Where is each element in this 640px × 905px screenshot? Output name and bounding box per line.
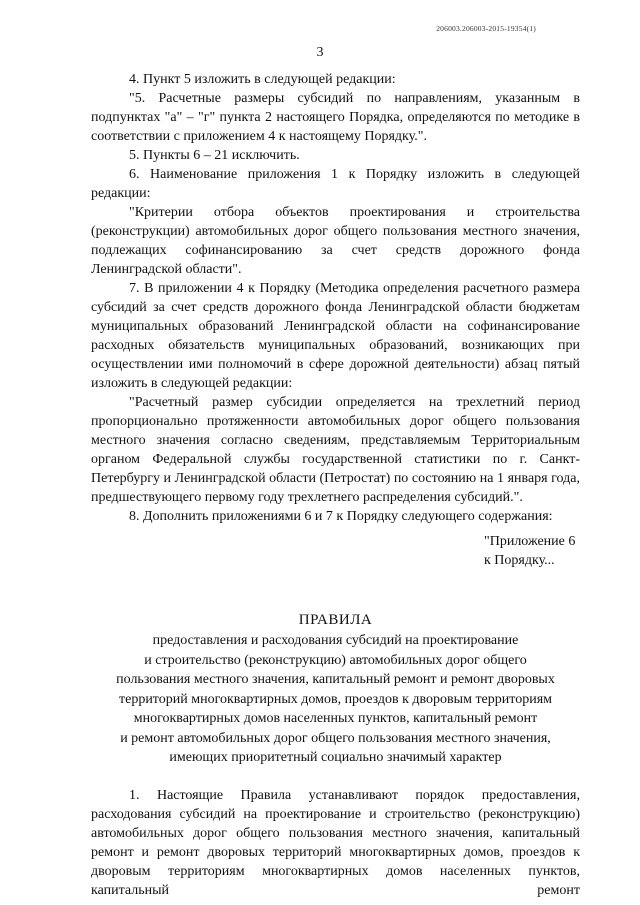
paragraph-item-8: 8. Дополнить приложениями 6 и 7 к Порядку следующего содержания: [129,509,553,524]
rules-subtitle-line: территорий многоквартирных домов, проездов к дворовым территориям [118,691,552,707]
document-body [91,70,580,900]
appendix-reference-line-2: к Порядку... [484,553,555,568]
paragraph-item-5: 5. Пункты 6 – 21 исключить. [129,148,300,163]
paragraph-item-7-text: "Расчетный размер субсидии определяется на трехлетний период пропорционально протяженности автомобильных дорог общего пользования местного значения согласно сведениям, представляемым Территориальным органом Федеральной службы государственной статистики по г. Санкт-Петербургу и Ленинградской области (Петростат) по состоянию на 1 января года, предшествующего первому году трехлетнего распределения субсидий.". [91,395,580,505]
rules-subtitle-line: имеющих приоритетный социально значимый характер [169,750,502,765]
appendix-reference [91,532,580,570]
paragraph-item-6-text: "Критерии отбора объектов проектирования и строительства (реконструкции) автомобильных дорог общего пользования местного значения, подлежащих софинансированию за счет средств дорожного фонда Ленинградской области". [91,205,580,277]
paragraph-item-7: 7. В приложении 4 к Порядку (Методика определения расчетного размера субсидий за счет средств дорожного фонда Ленинградской области бюджетам муниципальных образований Ленинградской области на софинансирование расходных обязательств муниципальных образований, возникающих при осуществлении ими полномочий в сфере дорожной деятельности) абзац пятый изложить в следующей редакции: [91,281,580,391]
rules-subtitle [91,631,580,768]
paragraph-item-6: 6. Наименование приложения 1 к Порядку изложить в следующей редакции: [91,167,580,201]
appendix-reference-line-1: "Приложение 6 [484,534,576,549]
rules-subtitle-line: предоставления и расходования субсидий на проектирование [152,633,519,648]
paragraph-item-5-text: "5. Расчетные размеры субсидий по направлениям, указанным в подпунктах "а" – "г" пункта 2 настоящего Порядка, определяются по методике в соответствии с приложением 4 к настоящему Порядку.". [91,91,580,144]
rules-subtitle-line: и строительство (реконструкцию) автомобильных дорог общего [144,652,527,668]
rules-subtitle-line: многоквартирных домов населенных пунктов, капитальный ремонт [133,711,538,726]
rules-title: ПРАВИЛА [298,612,373,628]
paragraph-item-4: 4. Пункт 5 изложить в следующей редакции: [129,72,396,87]
page-number: 3 [316,45,324,60]
rules-subtitle-line: и ремонт автомобильных дорог общего пользования местного значения, [120,730,551,746]
rules-paragraph-1: 1. Настоящие Правила устанавливают порядок предоставления, расходования субсидий на проектирование и строительство (реконструкцию) автомобильных дорог общего пользования местного значения, капитальный ремонт и ремонт дворовых территорий многоквартирных домов, проездов к дворовым территориям многоквартирных домов населенных пунктов, капитальный ремонт [91,787,580,898]
document-id: 206003.206003-2015-19354(1) [436,24,536,33]
rules-subtitle-line: пользования местного значения, капитальный ремонт и ремонт дворовых [116,672,555,687]
